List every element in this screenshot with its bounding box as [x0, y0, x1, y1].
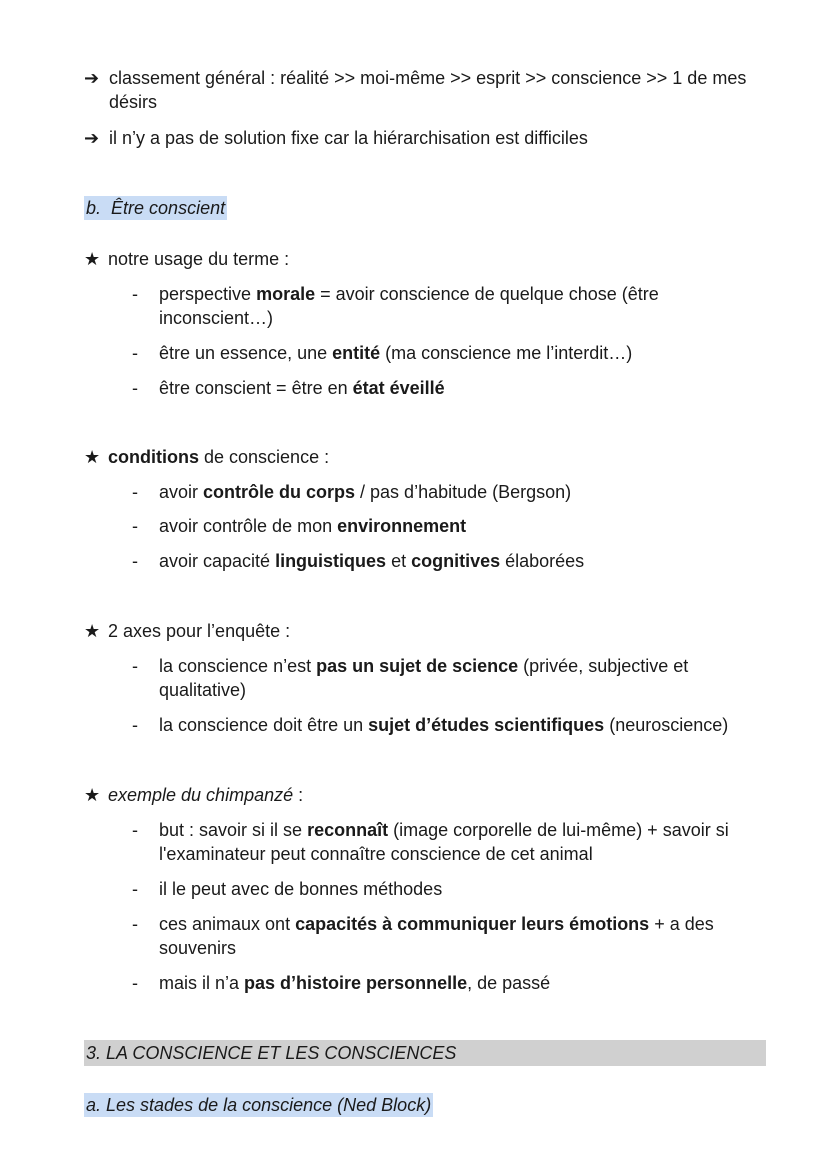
text-run: , de passé [467, 973, 551, 993]
text-run: avoir [159, 482, 204, 502]
dash-bullet: - [132, 973, 138, 993]
text-run: (neuroscience) [604, 715, 729, 735]
text-run: mais il n’a [159, 973, 245, 993]
text-run: être un essence, une [159, 343, 333, 363]
bold-term: sujet d’études scientifiques [368, 715, 605, 735]
star-icon: ★ [84, 621, 101, 641]
arrow-line-no-solution [84, 126, 774, 150]
bold-term: contrôle du corps [203, 482, 356, 502]
text-run: (image corporelle de lui-même) + savoir si l'examinateur peut connaître conscience de cet animal [159, 820, 729, 864]
arrow-icon: ➔ [84, 128, 100, 148]
usage-intro: notre usage du terme : [108, 249, 290, 269]
arrow-line-ranking [84, 66, 774, 114]
bold-term: pas un sujet de science [316, 656, 519, 676]
conditions-intro: de conscience : [199, 447, 330, 467]
conditions-bold: conditions [108, 447, 199, 467]
list-item [132, 549, 772, 573]
text-run: élaborées [500, 551, 585, 571]
bold-term: reconnaît [307, 820, 389, 840]
text-run: = avoir conscience de quelque chose (être inconscient…) [159, 284, 659, 328]
subheading-etre-conscient [84, 196, 227, 220]
text-run: + a des souvenirs [159, 914, 714, 958]
bold-term: environnement [337, 516, 467, 536]
star-line-conditions [84, 445, 774, 469]
section-heading-3: 3. LA CONSCIENCE ET LES CONSCIENCES [84, 1040, 766, 1066]
dash-bullet: - [132, 378, 138, 398]
list-item [132, 514, 772, 538]
bold-term: morale [256, 284, 316, 304]
star-line-axes [84, 619, 774, 643]
bold-term: état éveillé [352, 378, 445, 398]
text-run: et [386, 551, 412, 571]
arrow-icon: ➔ [84, 68, 100, 88]
star-line-usage [84, 247, 774, 271]
text-run: la conscience n’est [159, 656, 317, 676]
dash-bullet: - [132, 820, 138, 840]
dash-bullet: - [132, 284, 138, 304]
text-run: but : savoir si il se [159, 820, 308, 840]
bold-term: pas d’histoire personnelle [244, 973, 468, 993]
dash-bullet: - [132, 516, 138, 536]
text-run: avoir contrôle de mon [159, 516, 338, 536]
text-run: perspective [159, 284, 257, 304]
chimp-intro-italic: exemple du chimpanzé [108, 785, 294, 805]
dash-bullet: - [132, 343, 138, 363]
text-run: ces animaux ont [159, 914, 296, 934]
subheading-title: Être conscient [111, 198, 226, 218]
bold-term: cognitives [411, 551, 501, 571]
no-solution-text: il n’y a pas de solution fixe car la hiérarchisation est difficiles [109, 128, 588, 148]
list-item [132, 877, 772, 901]
ranking-text: classement général : réalité >> moi-même >> esprit >> conscience >> 1 de mes désirs [109, 68, 747, 112]
list-item [132, 912, 772, 960]
text-run: il le peut avec de bonnes méthodes [159, 879, 443, 899]
chimp-intro: : [293, 785, 304, 805]
dash-bullet: - [132, 914, 138, 934]
bold-term: capacités à communiquer leurs émotions [295, 914, 650, 934]
bold-term: linguistiques [275, 551, 387, 571]
list-item [132, 282, 772, 330]
list-item [132, 971, 772, 995]
list-item [132, 713, 772, 737]
subheading-stades: a. Les stades de la conscience (Ned Block) [86, 1095, 432, 1115]
text-run: / pas d’habitude (Bergson) [355, 482, 572, 502]
axes-intro: 2 axes pour l’enquête : [108, 621, 291, 641]
list-item [132, 818, 772, 866]
dash-bullet: - [132, 482, 138, 502]
star-icon: ★ [84, 447, 101, 467]
dash-bullet: - [132, 656, 138, 676]
star-line-chimp [84, 783, 774, 807]
dash-bullet: - [132, 715, 138, 735]
text-run: (privée, subjective et qualitative) [159, 656, 689, 700]
text-run: avoir capacité [159, 551, 276, 571]
list-item [132, 480, 772, 504]
bold-term: entité [332, 343, 381, 363]
text-run: la conscience doit être un [159, 715, 369, 735]
text-run: (ma conscience me l’interdit…) [380, 343, 633, 363]
subheading-label: b. [86, 198, 102, 218]
list-item [132, 376, 772, 400]
star-icon: ★ [84, 785, 101, 805]
dash-bullet: - [132, 879, 138, 899]
list-item [132, 654, 772, 702]
dash-bullet: - [132, 551, 138, 571]
list-item [132, 341, 772, 365]
star-icon: ★ [84, 249, 101, 269]
text-run: être conscient = être en [159, 378, 353, 398]
